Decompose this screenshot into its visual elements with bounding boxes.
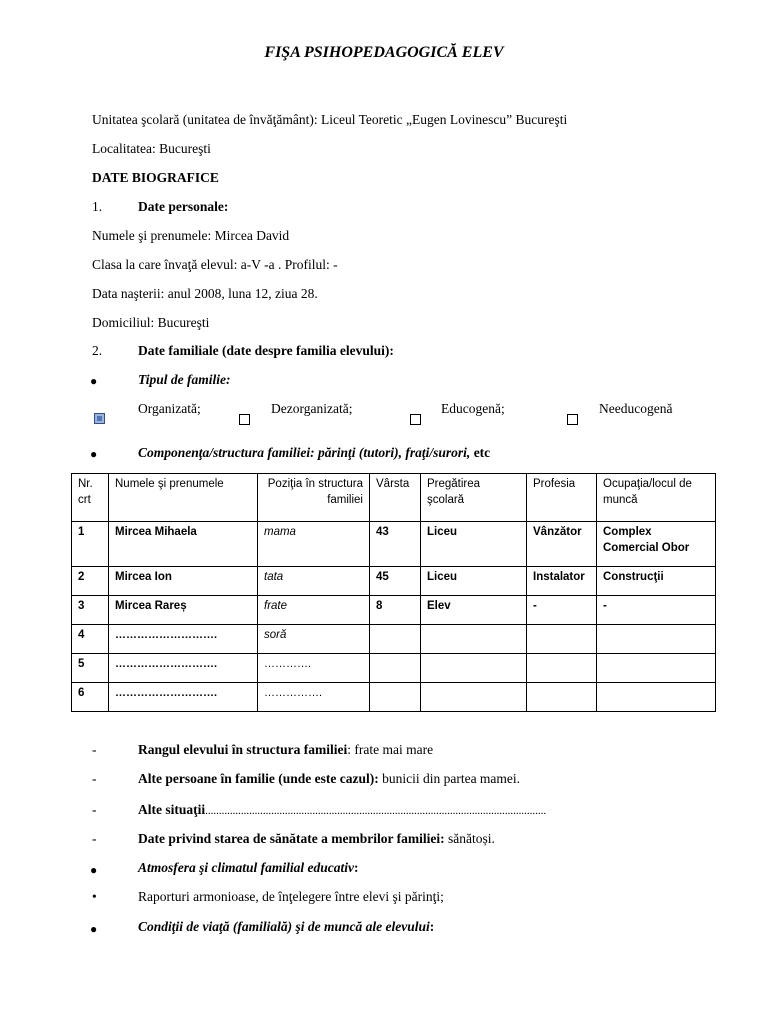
clasa-line: Clasa la care învaţă elevul: a-V -a . Profilul: - [92, 257, 338, 272]
cell-pozitia: …………. [258, 654, 370, 683]
bullet-icon: ● [90, 447, 98, 461]
tip-familie-label: Tipul de familie: [138, 372, 231, 387]
dash-marker: - [92, 742, 97, 757]
small-bullet-icon: • [92, 889, 97, 904]
conditii-label: Condiţii de viaţă (familială) şi de muncă ale elevului [138, 919, 430, 934]
cell-nr: 5 [72, 654, 109, 683]
header-pregatirea: Pregătirea şcolară [421, 474, 527, 522]
option-label-dezorganizata: Dezorganizată; [271, 401, 353, 416]
cell-nume: Mircea Ion [109, 567, 258, 596]
componenta-label: Componenţa/structura familiei: părinţi (tutori), fraţi/surori, [138, 445, 471, 460]
cell-nr: 4 [72, 625, 109, 654]
section-heading-date-biografice: DATE BIOGRAFICE [92, 170, 219, 185]
table-row [72, 683, 716, 712]
cell-pozitia: soră [258, 625, 370, 654]
nume-line: Numele şi prenumele: Mircea David [92, 228, 290, 243]
cell-pregatirea [421, 683, 527, 712]
atmosfera-colon: : [354, 860, 359, 875]
header-ocupatia: Ocupaţia/locul de muncă [597, 474, 716, 522]
table-header-row [72, 474, 716, 522]
header-pozitia: Poziţia în structura familiei [258, 474, 370, 522]
page-title: FIŞA PSIHOPEDAGOGICĂ ELEV [264, 44, 504, 61]
conditii-colon: : [429, 919, 435, 934]
cell-profesia [527, 654, 597, 683]
cell-varsta [370, 654, 421, 683]
table-row [72, 654, 716, 683]
sanatate-label: Date privind starea de sănătate a membrilor familiei: [138, 831, 445, 846]
rangul-line [138, 742, 433, 758]
cell-varsta: 43 [370, 522, 421, 567]
header-profesia: Profesia [527, 474, 597, 522]
cell-pozitia: ……………. [258, 683, 370, 712]
section-number-1: 1. [92, 199, 103, 214]
table-row [72, 522, 716, 567]
bullet-icon: ● [90, 922, 98, 936]
cell-pozitia: mama [258, 522, 370, 567]
componenta-etc: etc [473, 445, 491, 460]
alte-situatii-label: Alte situaţii [138, 802, 206, 817]
table-row [72, 567, 716, 596]
cell-nume: ………………………. [109, 625, 258, 654]
localitate-line: Localitatea: Bucureşti [92, 141, 211, 156]
cell-pregatirea: Liceu [421, 567, 527, 596]
cell-varsta: 8 [370, 596, 421, 625]
cell-nume: Mircea Mihaela [109, 522, 258, 567]
cell-nr: 3 [72, 596, 109, 625]
option-label-educogena: Educogenă; [441, 401, 505, 416]
cell-pozitia: frate [258, 596, 370, 625]
sanatate-line [138, 831, 495, 847]
atmosfera-label: Atmosfera şi climatul familial educativ [138, 860, 354, 875]
cell-pregatirea: Elev [421, 596, 527, 625]
dash-marker: - [92, 802, 97, 817]
cell-ocupatia: - [597, 596, 716, 625]
table-row [72, 596, 716, 625]
cell-nume: ………………………. [109, 683, 258, 712]
cell-pozitia: tata [258, 567, 370, 596]
cell-nr: 1 [72, 522, 109, 567]
atmosfera-line [138, 860, 359, 876]
alte-persoane-line [138, 771, 520, 787]
alte-persoane-label: Alte persoane în familie (unde este cazul): [138, 771, 379, 786]
checkbox-needucogena[interactable] [567, 414, 578, 425]
rangul-label: Rangul elevului în structura familiei [138, 742, 348, 757]
header-varsta: Vârsta [370, 474, 421, 522]
option-label-organizata: Organizată; [138, 401, 201, 416]
cell-nr: 2 [72, 567, 109, 596]
raporturi-line: Raporturi armonioase, de înţelegere între elevi şi părinţi; [138, 889, 444, 904]
dash-marker: - [92, 831, 97, 846]
conditii-line [138, 919, 434, 935]
header-nume: Numele şi prenumele [109, 474, 258, 522]
componenta-line [138, 445, 490, 461]
checkbox-dezorganizata[interactable] [239, 414, 250, 425]
bullet-icon: ● [90, 374, 98, 388]
alte-situatii-value: ............................................................................................................................ [205, 805, 547, 817]
cell-profesia: - [527, 596, 597, 625]
cell-nume: Mircea Rareș [109, 596, 258, 625]
rangul-value: : frate mai mare [347, 742, 434, 757]
cell-ocupatia: Construcţii [597, 567, 716, 596]
cell-varsta: 45 [370, 567, 421, 596]
cell-ocupatia [597, 654, 716, 683]
checkbox-organizata[interactable] [94, 413, 105, 424]
cell-ocupatia [597, 683, 716, 712]
table-row [72, 625, 716, 654]
section-label-date-familiale: Date familiale (date despre familia elevului): [138, 343, 394, 358]
family-table [71, 473, 716, 712]
cell-pregatirea: Liceu [421, 522, 527, 567]
cell-profesia [527, 625, 597, 654]
bullet-icon: ● [90, 863, 98, 877]
checkbox-educogena[interactable] [410, 414, 421, 425]
alte-persoane-value: bunicii din partea mamei. [378, 771, 521, 786]
cell-pregatirea [421, 625, 527, 654]
sanatate-value: sănătoși. [444, 831, 495, 846]
cell-ocupatia [597, 625, 716, 654]
cell-profesia: Instalator [527, 567, 597, 596]
unitate-line: Unitatea şcolară (unitatea de învăţământ): Liceul Teoretic „Eugen Lovinescu” Bucureşti [92, 112, 568, 127]
cell-varsta [370, 625, 421, 654]
cell-ocupatia: Complex Comercial Obor [597, 522, 716, 567]
cell-profesia: Vânzător [527, 522, 597, 567]
cell-nume: ………………………. [109, 654, 258, 683]
dash-marker: - [92, 771, 97, 786]
cell-pregatirea [421, 654, 527, 683]
nastere-line: Data naşterii: anul 2008, luna 12, ziua 28. [92, 286, 318, 301]
domiciliu-line: Domiciliul: Bucureşti [92, 315, 210, 330]
header-nr-crt: Nr. crt [72, 474, 109, 522]
section-number-2: 2. [92, 343, 103, 358]
option-label-needucogena: Needucogenă [599, 401, 673, 416]
cell-profesia [527, 683, 597, 712]
cell-varsta [370, 683, 421, 712]
alte-situatii-line [138, 802, 546, 818]
section-label-date-personale: Date personale: [138, 199, 229, 214]
cell-nr: 6 [72, 683, 109, 712]
